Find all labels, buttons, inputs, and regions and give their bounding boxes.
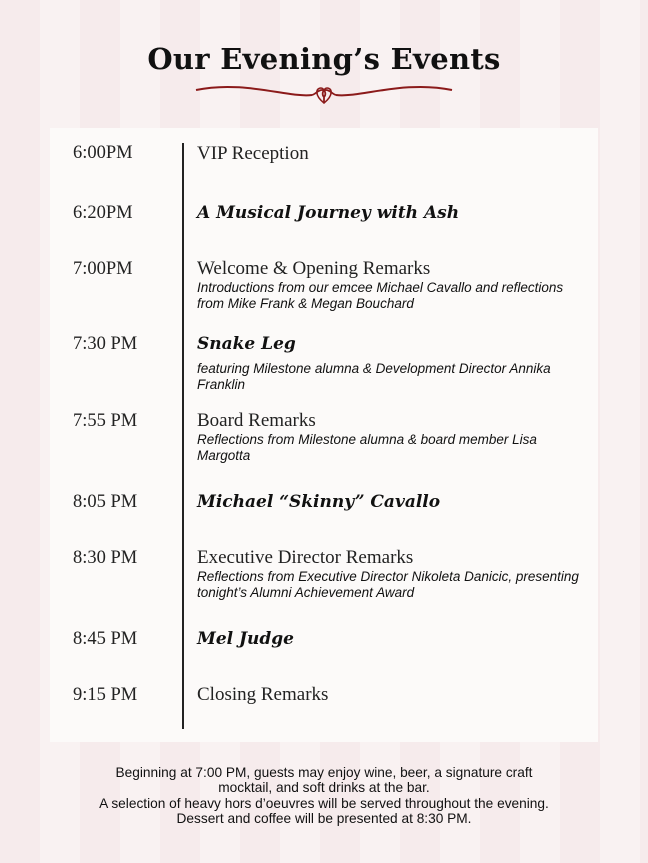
heart-flourish-icon <box>194 82 454 108</box>
event-description: featuring Milestone alumna & Development Director Annika Franklin <box>197 361 551 392</box>
event-time: 6:00PM <box>73 143 133 163</box>
event-description: Reflections from Milestone alumna & board member Lisa Margotta <box>197 432 537 463</box>
event-item <box>197 202 587 224</box>
performer-name: Mel Judge <box>197 629 295 649</box>
event-title: Welcome & Opening Remarks <box>197 258 431 279</box>
event-item <box>197 143 587 165</box>
event-item <box>197 491 587 513</box>
performer-name: Snake Leg <box>197 334 296 354</box>
performer-name: A Musical Journey with Ash <box>197 203 460 223</box>
event-title: Board Remarks <box>197 410 316 431</box>
event-time: 8:45 PM <box>73 629 138 649</box>
event-time: 8:30 PM <box>73 548 138 568</box>
event-item <box>197 628 587 650</box>
footer-line: Dessert and coffee will be presented at 8:30 PM. <box>176 810 472 826</box>
event-time: 9:15 PM <box>73 685 138 705</box>
footer-line: mocktail, and soft drinks at the bar. <box>218 780 430 796</box>
event-item <box>197 684 587 706</box>
footer-line: A selection of heavy hors d’oeuvres will be served throughout the evening. <box>99 795 549 811</box>
event-item <box>197 258 587 311</box>
event-description: Reflections from Executive Director Nikoleta Danicic, presenting tonight’s Alumni Achievement Award <box>197 569 579 600</box>
event-time: 7:30 PM <box>73 334 138 354</box>
event-title: VIP Reception <box>197 143 309 164</box>
event-title: Executive Director Remarks <box>197 547 414 568</box>
event-time: 7:00PM <box>73 259 133 279</box>
event-item <box>197 547 587 600</box>
performer-name: Michael “Skinny” Cavallo <box>197 492 441 512</box>
footer-line: Beginning at 7:00 PM, guests may enjoy wine, beer, a signature craft <box>115 765 533 780</box>
page-title: Our Evening’s Events <box>147 42 501 76</box>
event-time: 8:05 PM <box>73 492 138 512</box>
event-title: Closing Remarks <box>197 684 329 705</box>
event-time: 7:55 PM <box>73 411 138 431</box>
event-description: Introductions from our emcee Michael Cavallo and reflections from Mike Frank & Megan Bouchard <box>197 280 564 311</box>
footer-notes <box>20 765 628 826</box>
event-item <box>197 410 587 463</box>
timeline-divider <box>182 143 184 729</box>
event-item <box>197 333 587 392</box>
event-time: 6:20PM <box>73 203 133 223</box>
